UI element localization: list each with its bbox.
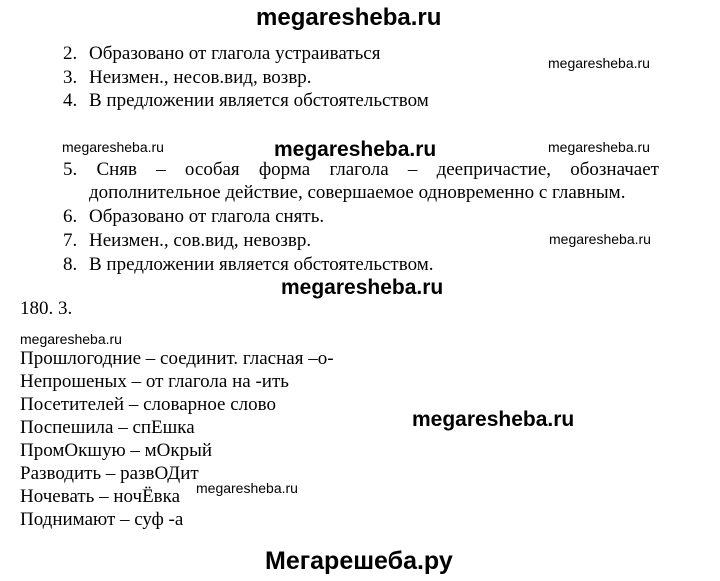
word-analysis-line: Посетителей – словарное слово [20, 394, 276, 415]
word: обозначает [570, 159, 659, 180]
item-text: Образовано от глагола устраиваться [89, 43, 381, 64]
section-number: 180. 3. [20, 298, 73, 319]
item-text: В предложении является обстоятельством. [89, 254, 434, 275]
word-analysis-line: Разводить – развОДит [20, 463, 199, 484]
word-analysis-line: Поднимают – суф -а [20, 509, 184, 530]
watermark-medium: megaresheba.ru [274, 138, 437, 161]
list-item [63, 206, 324, 228]
watermark-small: megaresheba.ru [549, 231, 651, 247]
list-item [63, 90, 429, 112]
word-analysis-line: Непрошеных – от глагола на -ить [20, 371, 289, 392]
item-number: 4. [63, 90, 78, 111]
list-item [63, 67, 312, 89]
item-number: 6. [63, 206, 78, 227]
item-text: Неизмен., несов.вид, возвр. [89, 67, 312, 88]
justified-line [63, 159, 659, 181]
watermark-small: megaresheba.ru [548, 55, 650, 71]
word: деепричастие, [436, 159, 552, 180]
list-item [63, 230, 311, 252]
word: – [407, 159, 418, 180]
item-number: 5. [63, 159, 78, 180]
footer-brand: Мегарешеба.ру [265, 547, 453, 575]
watermark-small: megaresheba.ru [196, 480, 298, 496]
list-item [63, 43, 380, 65]
word: глагола [329, 159, 389, 180]
watermark-small: megaresheba.ru [548, 139, 650, 155]
watermark-medium: megaresheba.ru [281, 276, 444, 299]
word-analysis-line: Ночевать – ночЁвка [20, 486, 181, 507]
item-text: В предложении является обстоятельством [89, 90, 429, 111]
watermark-top: megaresheba.ru [256, 4, 442, 31]
item-text: Неизмен., сов.вид, невозвр. [89, 230, 312, 251]
word: – [156, 159, 166, 180]
word-analysis-line: Поспешила – спЕшка [20, 417, 195, 438]
watermark-small: megaresheba.ru [62, 139, 164, 155]
word: Сняв [96, 159, 138, 180]
item-number: 3. [63, 67, 78, 88]
list-item [63, 254, 434, 276]
word: особая [184, 159, 240, 180]
item-number: 2. [63, 43, 78, 64]
item-number: 8. [63, 254, 78, 275]
item-continuation: дополнительное действие, совершаемое одновременно с главным. [89, 182, 626, 203]
watermark-medium: megaresheba.ru [412, 408, 575, 431]
list-item [63, 159, 659, 181]
item-text: Образовано от глагола снять. [89, 206, 325, 227]
word: форма [258, 159, 311, 180]
word-analysis-line: Прошлогодние – соединит. гласная –о- [20, 348, 334, 369]
watermark-small: megaresheba.ru [20, 331, 122, 347]
item-number: 7. [63, 230, 78, 251]
word-analysis-line: ПромОкшую – мОкрый [20, 440, 213, 461]
